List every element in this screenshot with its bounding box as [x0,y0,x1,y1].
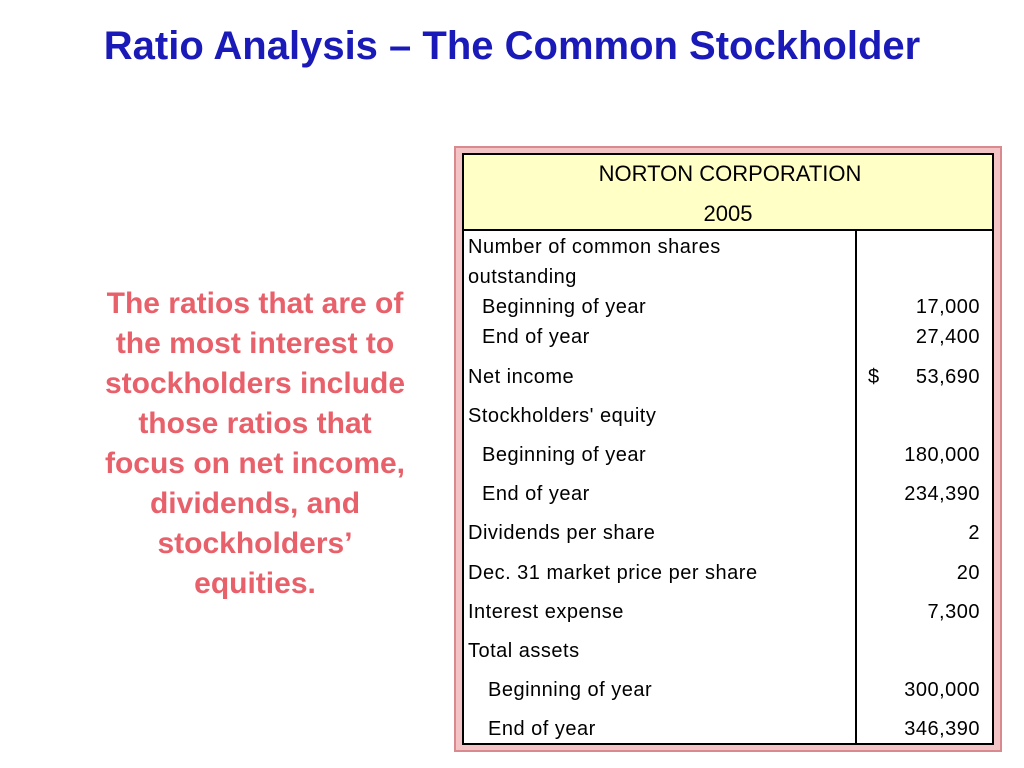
body-line: stockholders’ [157,527,353,560]
table-row [464,402,992,432]
row-value: 180,000 [904,444,980,466]
row-label: Total assets [468,640,580,662]
table-row [464,715,992,745]
row-label: outstanding [468,266,577,288]
body-line: stockholders include [104,367,406,400]
row-value: 53,690 [915,366,980,388]
row-label: Beginning of year [482,444,647,466]
table-row [464,519,992,549]
row-label: Number of common shares [468,236,721,258]
row-label: Stockholders' equity [468,405,657,427]
row-label: Beginning of year [488,679,653,701]
currency-symbol: $ [868,366,880,388]
table-row [464,233,992,263]
body-text [62,284,448,604]
body-line: dividends, and [149,487,361,520]
table-row [464,637,992,667]
row-value: 300,000 [904,679,980,701]
row-value: 7,300 [927,601,980,623]
table-row [464,441,992,471]
body-line: those ratios that [138,407,372,440]
row-label: Net income [468,366,575,388]
body-line: The ratios that are of [106,287,404,320]
row-value: 27,400 [915,326,980,348]
row-label: Dec. 31 market price per share [468,562,758,584]
row-label: Dividends per share [468,522,656,544]
body-line: focus on net income, [104,447,406,480]
row-value: 234,390 [904,483,980,505]
row-label: Interest expense [468,601,624,623]
table-row [464,598,992,628]
row-label: End of year [488,718,596,740]
table-year: 2005 [703,201,753,226]
financial-table [462,153,994,745]
table-row [464,480,992,510]
table-row [464,263,992,293]
body-line: equities. [194,567,316,600]
table-row [464,676,992,706]
row-label: End of year [482,483,590,505]
company-name: NORTON CORPORATION [598,161,862,186]
row-label: End of year [482,326,590,348]
row-value: 346,390 [904,718,980,740]
row-value: 2 [968,522,980,544]
row-value: 20 [956,562,980,584]
body-line: the most interest to [115,327,395,360]
table-header [464,155,992,231]
table-row [464,559,992,589]
slide-title: Ratio Analysis – The Common Stockholder [103,24,921,68]
table-row [464,293,992,323]
table-row [464,323,992,353]
table-row [464,363,992,393]
row-label: Beginning of year [482,296,647,318]
row-value: 17,000 [915,296,980,318]
